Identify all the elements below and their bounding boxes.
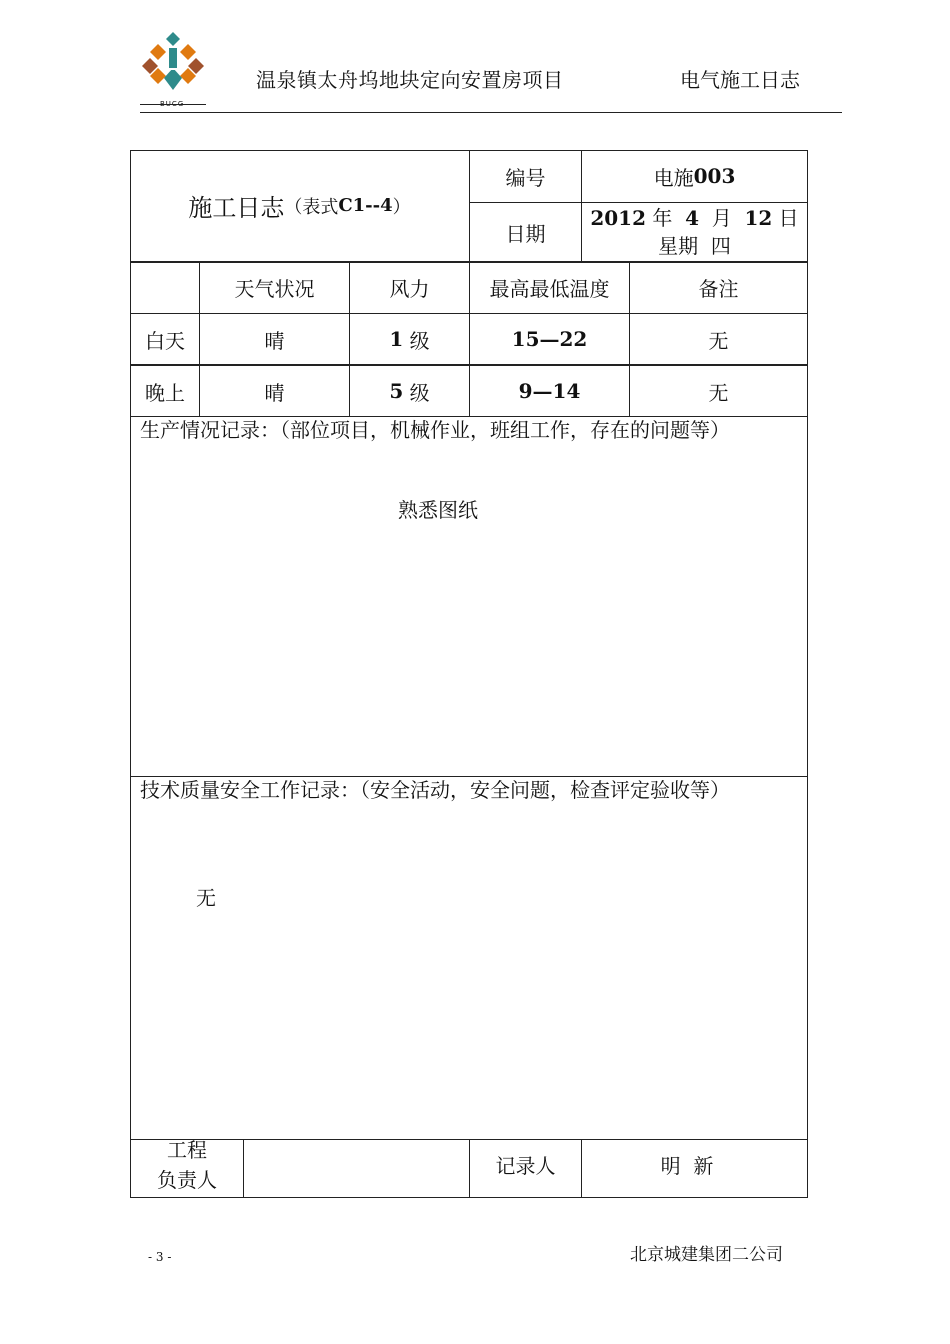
weather-period-night: 晚上: [145, 380, 185, 405]
form-title: [130, 150, 469, 261]
wind-value: 1: [389, 327, 404, 351]
date-label: 日期: [505, 221, 546, 246]
weather-temp-night: 9—14: [518, 379, 581, 403]
weather-header-temp: 最高最低温度: [489, 277, 610, 301]
quality-content: 无: [196, 886, 216, 910]
number-label: 编号: [505, 165, 546, 190]
manager-label-line2: 负责人: [157, 1168, 217, 1192]
number-value: [582, 150, 807, 202]
company-logo: [140, 28, 206, 106]
form-subtitle-prefix: （表式: [284, 196, 339, 218]
header-rule: [140, 112, 842, 113]
logo-underline: [140, 104, 206, 105]
weather-temp-day: 15—22: [511, 327, 588, 351]
production-content: 熟悉图纸: [398, 498, 478, 522]
date-year: 2012: [590, 206, 647, 230]
date-year-unit: 年: [652, 206, 673, 230]
company-name: 北京城建集团二公司: [630, 1245, 783, 1265]
project-title: 温泉镇太舟坞地块定向安置房项目: [256, 68, 564, 92]
document-type: 电气施工日志: [680, 68, 800, 92]
weather-note-day: 无: [708, 328, 729, 353]
weather-wind-day: [350, 314, 469, 364]
quality-label: 技术质量安全工作记录：（安全活动，安全问题，检查评定验收等）: [140, 778, 730, 802]
weather-wind-night: [350, 366, 469, 416]
weather-period-day: 白天: [145, 328, 185, 353]
weather-condition-day: 晴: [264, 328, 285, 353]
logo-emblem-icon: [140, 28, 206, 106]
weather-header-wind: 风力: [389, 277, 430, 301]
wind-value: 5: [389, 379, 404, 403]
form-code: C1--4: [338, 195, 393, 216]
logo-text: BUCG: [160, 100, 185, 108]
date-day-unit: 日: [778, 206, 799, 230]
form-title-text: 施工日志: [188, 194, 285, 222]
weather-note-night: 无: [708, 380, 729, 405]
wind-unit: 级: [409, 380, 430, 405]
recorder-label: 记录人: [495, 1153, 556, 1178]
date-day: 12: [744, 206, 773, 230]
manager-value[interactable]: [244, 1140, 469, 1197]
wind-unit: 级: [409, 328, 430, 353]
date-month: 4: [685, 206, 700, 230]
date-value: [582, 203, 807, 261]
manager-label-line1: 工程: [167, 1138, 207, 1162]
number-code: 003: [693, 164, 736, 188]
date-line: [590, 204, 798, 232]
weather-header-note: 备注: [698, 277, 739, 301]
construction-log-form: [130, 150, 808, 1198]
date-month-unit: 月: [711, 206, 732, 230]
form-subtitle-suffix: ）: [392, 196, 411, 218]
manager-label: [131, 1134, 243, 1196]
weather-header-condition: 天气状况: [234, 277, 315, 301]
weekday: 星期 四: [658, 234, 731, 258]
table-border-left: [130, 150, 131, 1198]
table-border-right: [807, 150, 808, 1198]
table-border-bottom: [130, 1197, 808, 1198]
production-label: 生产情况记录：（部位项目，机械作业，班组工作，存在的问题等）: [140, 418, 730, 442]
page-number: - 3 -: [148, 1250, 172, 1264]
weather-condition-night: 晴: [264, 380, 285, 405]
number-prefix: 电施: [653, 165, 694, 190]
recorder-value: 明 新: [660, 1153, 714, 1178]
